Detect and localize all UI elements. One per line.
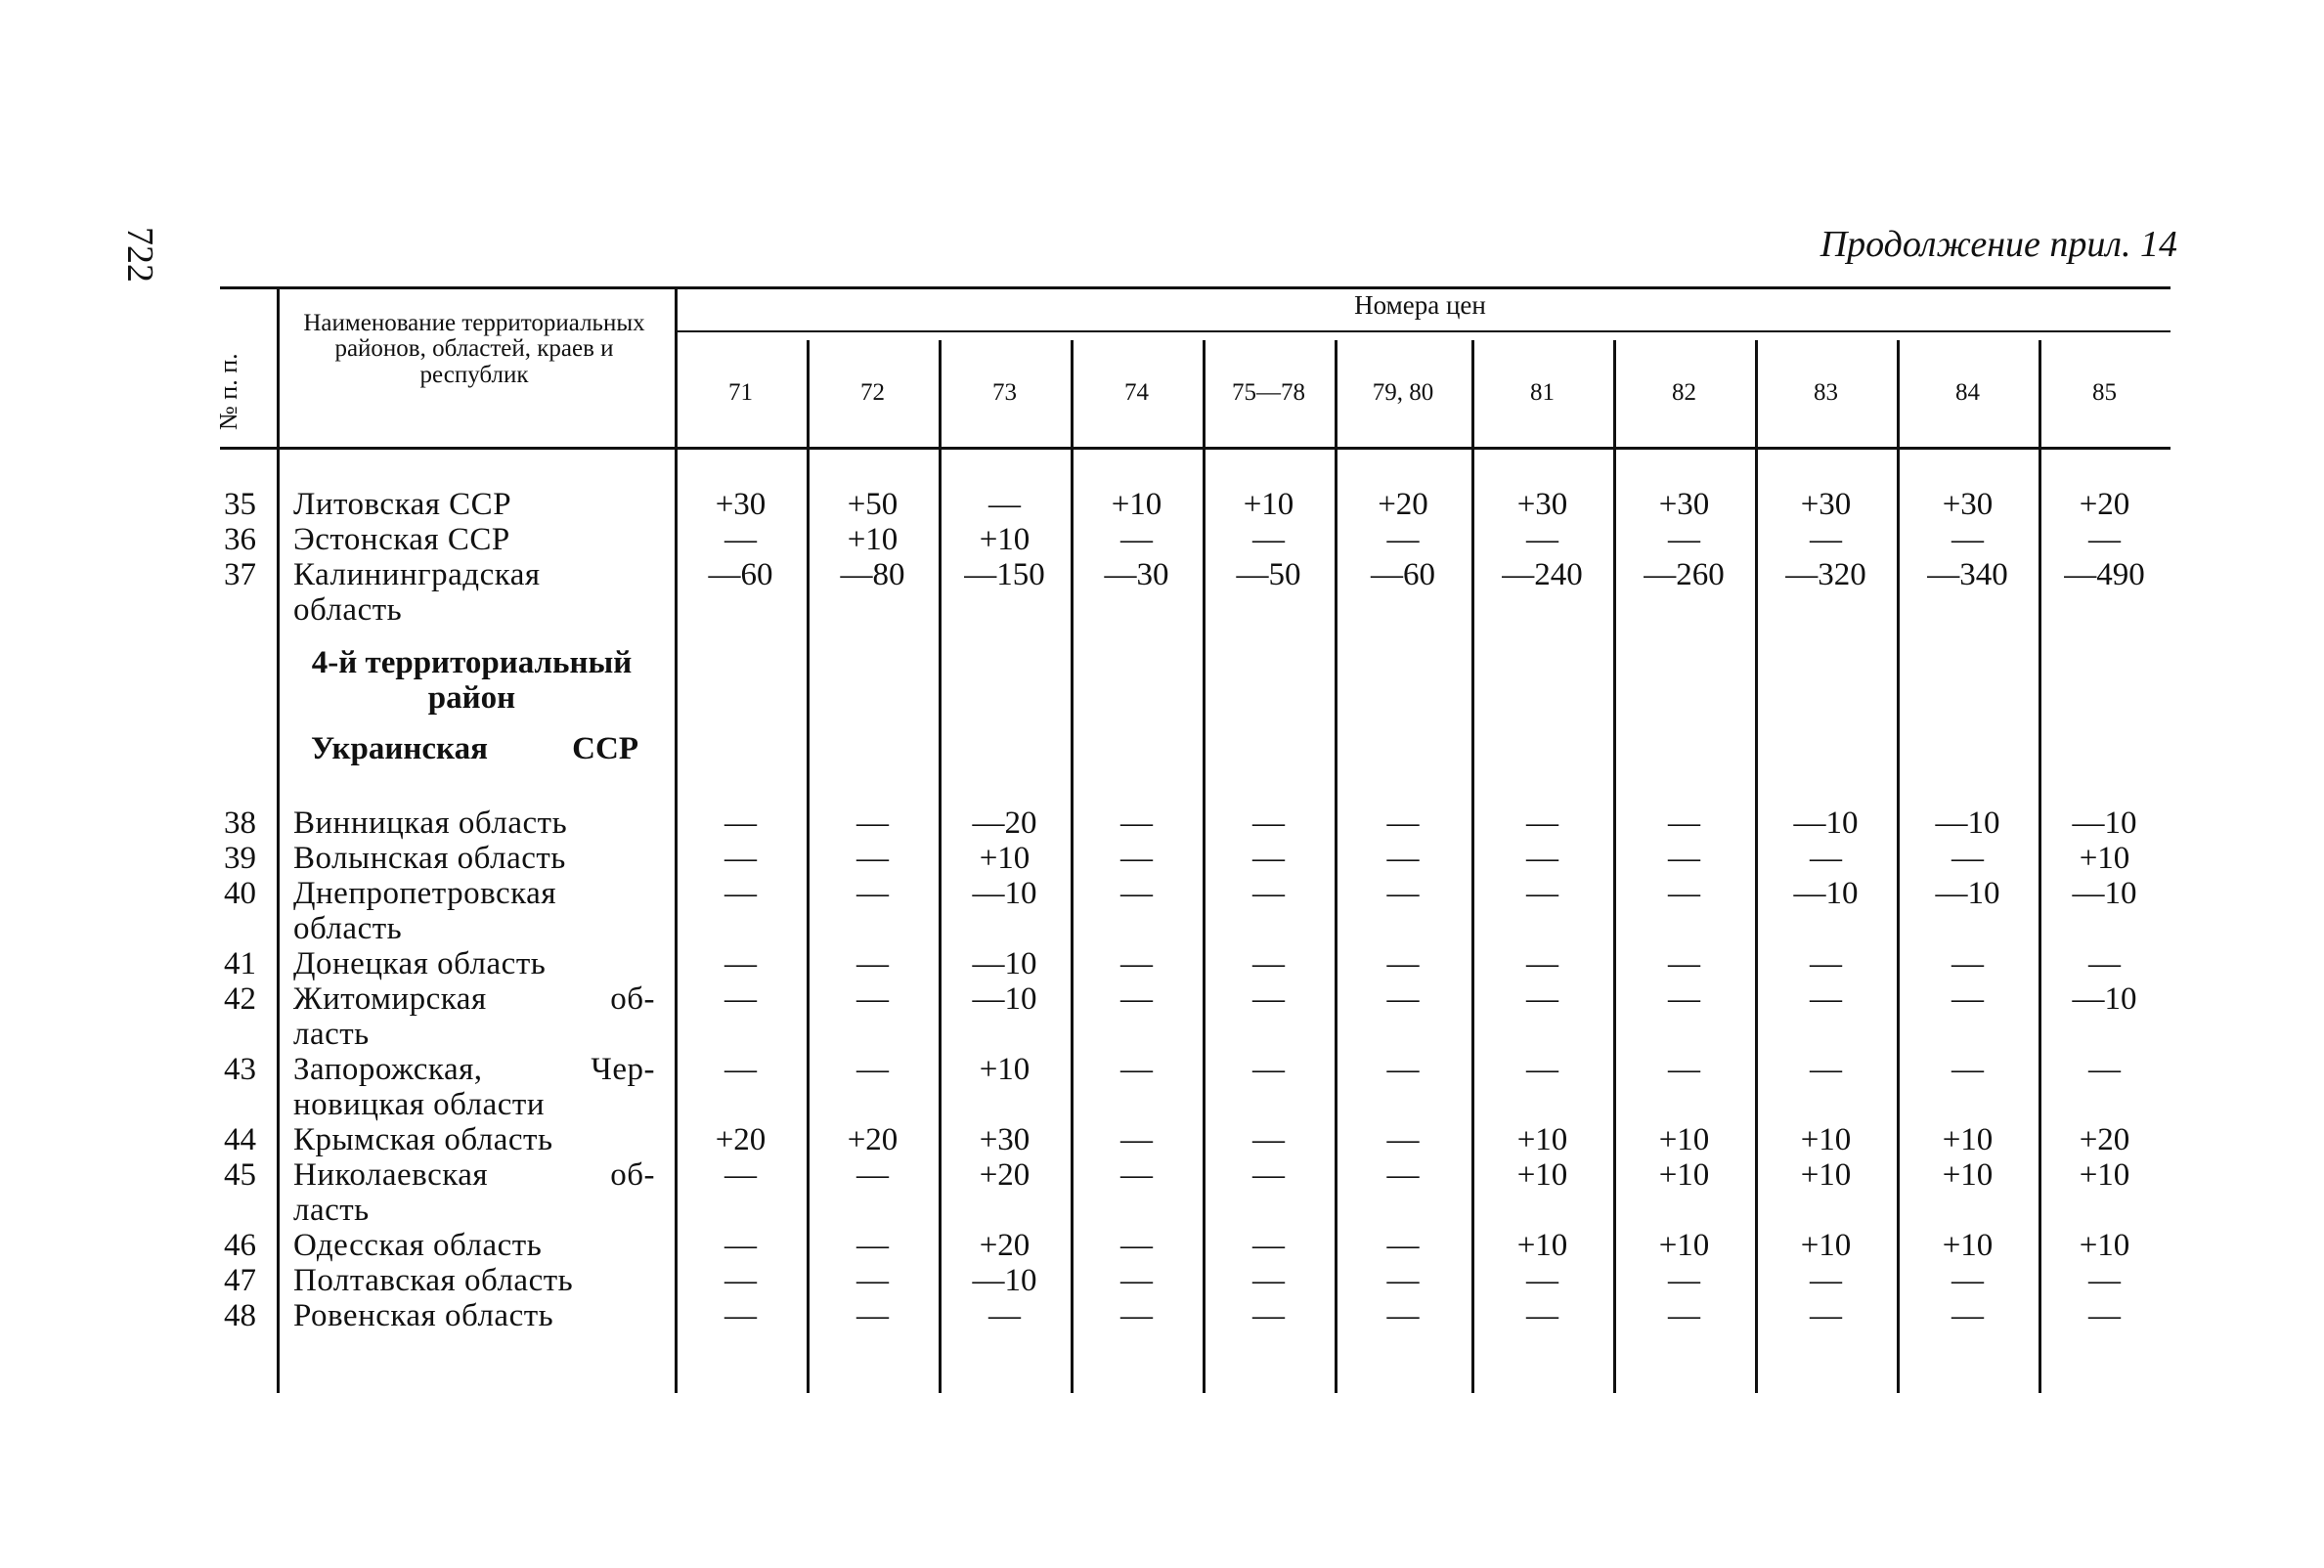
table-cell: — <box>1120 946 1153 981</box>
table-cell: — <box>1951 981 1984 1017</box>
table-cell: — <box>724 876 757 911</box>
table-cell: — <box>2088 946 2121 981</box>
page-number: 722 <box>119 227 160 283</box>
row-number: 42 <box>224 981 256 1017</box>
row-number: 45 <box>224 1157 256 1193</box>
row-name-line: Запорожская, Чер- <box>293 1052 655 1087</box>
section-title-line: 4-й территориальный <box>311 645 633 680</box>
row-number: 37 <box>224 557 256 592</box>
table-cell: +20 <box>979 1228 1030 1263</box>
table-cell: +30 <box>1658 487 1710 522</box>
table-cell: — <box>1120 1263 1153 1298</box>
table-cell: — <box>1252 806 1285 841</box>
table-cell: — <box>1526 841 1558 876</box>
table-cell: — <box>1120 981 1153 1017</box>
table-cell: — <box>1526 876 1558 911</box>
row-number: 39 <box>224 841 256 876</box>
table-cell: +10 <box>1942 1122 1994 1157</box>
table-cell: — <box>856 946 889 981</box>
table-cell: — <box>1252 1122 1285 1157</box>
column-header: 75—78 <box>1232 379 1305 406</box>
table-cell: —10 <box>972 946 1037 981</box>
table-cell: +20 <box>979 1157 1030 1193</box>
section-title-line: район <box>427 680 516 716</box>
table-cell: —60 <box>708 557 773 592</box>
table-cell: +10 <box>979 1052 1030 1087</box>
table-cell: — <box>2088 1263 2121 1298</box>
table-cell: — <box>856 981 889 1017</box>
table-cell: —50 <box>1236 557 1301 592</box>
table-cell: —10 <box>1793 806 1859 841</box>
table-cell: +10 <box>2079 1228 2130 1263</box>
table-cell: — <box>856 1263 889 1298</box>
table-cell: — <box>1386 1228 1420 1263</box>
column-header: 72 <box>860 379 885 406</box>
table-cell: +30 <box>715 487 767 522</box>
table-cell: — <box>1120 841 1153 876</box>
table-cell: — <box>1668 806 1700 841</box>
table-cell: — <box>724 522 757 557</box>
column-header: 73 <box>992 379 1017 406</box>
table-cell: +10 <box>1658 1122 1710 1157</box>
table-cell: — <box>724 1157 757 1193</box>
row-number: 46 <box>224 1228 256 1263</box>
table-cell: — <box>1526 946 1558 981</box>
table-cell: — <box>2088 1052 2121 1087</box>
row-name-line: Калининградская <box>293 557 541 592</box>
table-cell: — <box>1810 946 1842 981</box>
table-cell: +10 <box>1658 1157 1710 1193</box>
table-cell: —10 <box>1793 876 1859 911</box>
row-name-line: Донецкая область <box>293 946 547 981</box>
table-cell: +30 <box>1516 487 1568 522</box>
table-cell: — <box>724 946 757 981</box>
table-cell: — <box>1386 981 1420 1017</box>
table-cell: — <box>1526 522 1558 557</box>
table-cell: — <box>988 1298 1021 1333</box>
table-cell: — <box>1386 522 1420 557</box>
table-cell: +10 <box>1516 1122 1568 1157</box>
table-cell: — <box>1120 1157 1153 1193</box>
column-header: 82 <box>1672 379 1696 406</box>
table-cell: — <box>1386 1263 1420 1298</box>
table-cell: — <box>1951 946 1984 981</box>
header-name-label: Наименование территориальных районов, областей, краев и республик <box>303 310 645 388</box>
table-cell: — <box>1120 522 1153 557</box>
row-number: 38 <box>224 806 256 841</box>
table-cell: — <box>1120 806 1153 841</box>
row-name-line: Ровенская область <box>293 1298 554 1333</box>
table-cell: +20 <box>847 1122 899 1157</box>
table-cell: — <box>1252 1157 1285 1193</box>
table-cell: —10 <box>972 876 1037 911</box>
table-cell: — <box>1668 1263 1700 1298</box>
table-cell: — <box>1810 522 1842 557</box>
subsection-title <box>311 731 638 767</box>
row-name-line: Полтавская область <box>293 1263 574 1298</box>
table-cell: +30 <box>1942 487 1994 522</box>
table-cell: +10 <box>1800 1122 1852 1157</box>
table-cell: +10 <box>1800 1228 1852 1263</box>
table-cell: — <box>1526 806 1558 841</box>
table-cell: +10 <box>1516 1228 1568 1263</box>
table-cell: — <box>724 1228 757 1263</box>
table-cell: +10 <box>847 522 899 557</box>
table-cell: — <box>1951 1052 1984 1087</box>
table-cell: — <box>724 1263 757 1298</box>
table-cell: — <box>1810 981 1842 1017</box>
table-top-rule <box>220 286 2171 289</box>
row-number: 36 <box>224 522 256 557</box>
table-cell: +50 <box>847 487 899 522</box>
column-header: 74 <box>1124 379 1149 406</box>
table-cell: — <box>1252 1228 1285 1263</box>
table-cell: +30 <box>1800 487 1852 522</box>
table-cell: — <box>1252 946 1285 981</box>
table-cell: — <box>1526 981 1558 1017</box>
table-cell: — <box>1386 1052 1420 1087</box>
table-cell: —10 <box>2072 981 2137 1017</box>
table-cell: —10 <box>1935 806 2000 841</box>
row-number: 44 <box>224 1122 256 1157</box>
table-cell: — <box>1386 876 1420 911</box>
table-cell: — <box>1252 876 1285 911</box>
row-number: 48 <box>224 1298 256 1333</box>
table-cell: — <box>1810 1052 1842 1087</box>
table-cell: — <box>1951 522 1984 557</box>
table-cell: — <box>2088 522 2121 557</box>
table-cell: +20 <box>2079 1122 2130 1157</box>
table-cell: +10 <box>1243 487 1294 522</box>
table-cell: — <box>1951 841 1984 876</box>
table-cell: — <box>724 806 757 841</box>
table-cell: — <box>1668 1052 1700 1087</box>
table-cell: — <box>1120 876 1153 911</box>
column-header: 84 <box>1955 379 1980 406</box>
table-cell: — <box>1386 806 1420 841</box>
table-cell: +10 <box>1111 487 1162 522</box>
table-cell: +20 <box>1378 487 1428 522</box>
row-number: 35 <box>224 487 256 522</box>
table-cell: —10 <box>2072 876 2137 911</box>
table-cell: — <box>856 841 889 876</box>
subsection-word: Украинская <box>311 731 488 766</box>
table-cell: — <box>1951 1298 1984 1333</box>
table-cell: +20 <box>2079 487 2130 522</box>
table-cell: —240 <box>1502 557 1583 592</box>
table-cell: — <box>1252 981 1285 1017</box>
table-cell: — <box>1668 841 1700 876</box>
table-cell: — <box>1120 1052 1153 1087</box>
row-name-line: Волынская область <box>293 841 566 876</box>
table-cell: — <box>1386 1298 1420 1333</box>
table-cell: — <box>1668 981 1700 1017</box>
table-cell: +10 <box>979 522 1030 557</box>
table-cell: +10 <box>1800 1157 1852 1193</box>
row-number: 41 <box>224 946 256 981</box>
row-name-line: ласть <box>293 1017 370 1052</box>
table-cell: — <box>1386 1157 1420 1193</box>
table-cell: +10 <box>979 841 1030 876</box>
table-cell: +10 <box>1516 1157 1568 1193</box>
header-no-label: № п. п. <box>214 353 242 430</box>
table-cell: — <box>1668 876 1700 911</box>
row-name-line: Житомирская об- <box>293 981 655 1017</box>
table-cell: — <box>1668 1298 1700 1333</box>
row-name-line: Эстонская ССР <box>293 522 510 557</box>
row-name-line: ласть <box>293 1193 370 1228</box>
column-header: 83 <box>1814 379 1838 406</box>
row-name-line: область <box>293 592 403 628</box>
row-name-line: Николаевская об- <box>293 1157 655 1193</box>
table-cell: —10 <box>972 981 1037 1017</box>
table-cell: —340 <box>1927 557 2008 592</box>
prices-header-rule <box>675 330 2171 332</box>
column-header: 85 <box>2092 379 2117 406</box>
table-cell: —20 <box>972 806 1037 841</box>
table-cell: — <box>1386 1122 1420 1157</box>
table-cell: — <box>856 806 889 841</box>
table-cell: — <box>1120 1122 1153 1157</box>
table-cell: —10 <box>2072 806 2137 841</box>
column-header: 71 <box>728 379 753 406</box>
table-cell: — <box>1951 1263 1984 1298</box>
column-header: 79, 80 <box>1372 379 1434 406</box>
table-cell: — <box>856 1298 889 1333</box>
table-cell: —260 <box>1644 557 1725 592</box>
table-cell: —60 <box>1371 557 1435 592</box>
table-cell: — <box>1252 1263 1285 1298</box>
table-cell: — <box>1810 1298 1842 1333</box>
table-cell: —10 <box>1935 876 2000 911</box>
table-cell: — <box>1120 1298 1153 1333</box>
table-cell: — <box>1252 841 1285 876</box>
row-number: 47 <box>224 1263 256 1298</box>
table-cell: — <box>1810 841 1842 876</box>
table-cell: +10 <box>1942 1228 1994 1263</box>
table-cell: — <box>1668 522 1700 557</box>
column-header: 81 <box>1530 379 1555 406</box>
table-cell: +10 <box>1658 1228 1710 1263</box>
table-cell: —320 <box>1785 557 1866 592</box>
table-cell: — <box>1252 522 1285 557</box>
table-cell: — <box>724 981 757 1017</box>
row-name-line: Днепропетровская <box>293 876 557 911</box>
header-prices-label: Номера цен <box>1354 290 1486 320</box>
table-cell: +30 <box>979 1122 1030 1157</box>
subsection-word: ССР <box>572 731 638 766</box>
table-cell: —30 <box>1104 557 1169 592</box>
table-cell: — <box>1386 946 1420 981</box>
table-cell: — <box>856 876 889 911</box>
table-cell: +10 <box>1942 1157 1994 1193</box>
table-cell: +20 <box>715 1122 767 1157</box>
table-cell: — <box>724 1052 757 1087</box>
table-cell: — <box>856 1157 889 1193</box>
table-cell: — <box>1386 841 1420 876</box>
row-name-line: новицкая области <box>293 1087 545 1122</box>
table-cell: — <box>1526 1298 1558 1333</box>
table-cell: — <box>856 1228 889 1263</box>
section-title <box>284 645 660 716</box>
row-name-line: Одесская область <box>293 1228 543 1263</box>
table-cell: — <box>988 487 1021 522</box>
table-cell: —80 <box>840 557 905 592</box>
table-cell: — <box>1526 1263 1558 1298</box>
column-rule <box>277 286 280 1393</box>
table-cell: — <box>1252 1298 1285 1333</box>
row-number: 40 <box>224 876 256 911</box>
table-cell: — <box>724 841 757 876</box>
row-name-line: Винницкая область <box>293 806 568 841</box>
table-cell: —150 <box>964 557 1045 592</box>
row-name-line: Крымская область <box>293 1122 553 1157</box>
table-cell: — <box>1526 1052 1558 1087</box>
row-name-line: Литовская ССР <box>293 487 512 522</box>
table-cell: —10 <box>972 1263 1037 1298</box>
continuation-caption: Продолжение прил. 14 <box>1820 224 2177 265</box>
table-cell: — <box>1120 1228 1153 1263</box>
table-cell: — <box>1252 1052 1285 1087</box>
table-cell: — <box>2088 1298 2121 1333</box>
table-cell: — <box>724 1298 757 1333</box>
table-cell: —490 <box>2064 557 2145 592</box>
row-number: 43 <box>224 1052 256 1087</box>
table-cell: +10 <box>2079 841 2130 876</box>
row-name-line: область <box>293 911 403 946</box>
header-bottom-rule <box>220 447 2171 450</box>
table-cell: +10 <box>2079 1157 2130 1193</box>
table-cell: — <box>1810 1263 1842 1298</box>
table-cell: — <box>1668 946 1700 981</box>
table-cell: — <box>856 1052 889 1087</box>
